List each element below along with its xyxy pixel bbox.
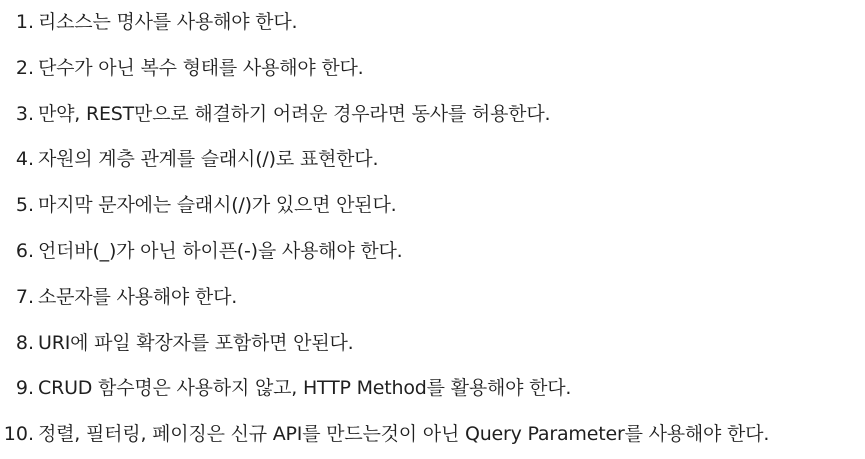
list-item <box>0 183 865 229</box>
list-item <box>0 0 865 46</box>
list-item <box>0 321 865 367</box>
list-item-text: 소문자를 사용해야 한다. <box>38 285 238 308</box>
list-item-text: 만약, REST만으로 해결하기 어려운 경우라면 동사를 허용한다. <box>38 102 551 125</box>
list-item-text: 리소스는 명사를 사용해야 한다. <box>38 11 298 33</box>
list-item-number: 2. <box>15 56 34 79</box>
list-item-text: CRUD 함수명은 사용하지 않고, HTTP Method를 활용해야 한다. <box>38 377 572 400</box>
list-item-text: 자원의 계층 관계를 슬래시(/)로 표현한다. <box>38 148 379 171</box>
list-item-number: 6. <box>15 239 34 262</box>
list-item <box>0 412 865 458</box>
list-item <box>0 229 865 275</box>
list-item <box>0 275 865 321</box>
list-item <box>0 366 865 412</box>
list-item-number: 3. <box>15 102 34 125</box>
list-item-number: 9. <box>15 377 34 400</box>
list-item-text: 정렬, 필터링, 페이징은 신규 API를 만드는것이 아닌 Query Parameter를 사용해야 한다. <box>38 423 770 446</box>
list-item-number: 7. <box>15 285 34 308</box>
list-item-text: 언더바(_)가 아닌 하이픈(-)을 사용해야 한다. <box>38 239 403 262</box>
list-item-text: 마지막 문자에는 슬래시(/)가 있으면 안된다. <box>38 194 397 217</box>
list-item <box>0 137 865 183</box>
list-item <box>0 92 865 138</box>
list-item-text: 단수가 아닌 복수 형태를 사용해야 한다. <box>38 56 364 79</box>
list-item <box>0 46 865 92</box>
list-item-number: 1. <box>15 11 34 33</box>
list-item-number: 4. <box>15 148 34 171</box>
list-item-number: 10. <box>3 423 34 446</box>
list-item-text: URI에 파일 확장자를 포함하면 안된다. <box>38 331 354 354</box>
list-item-number: 5. <box>15 194 34 217</box>
list-item-number: 8. <box>15 331 34 354</box>
